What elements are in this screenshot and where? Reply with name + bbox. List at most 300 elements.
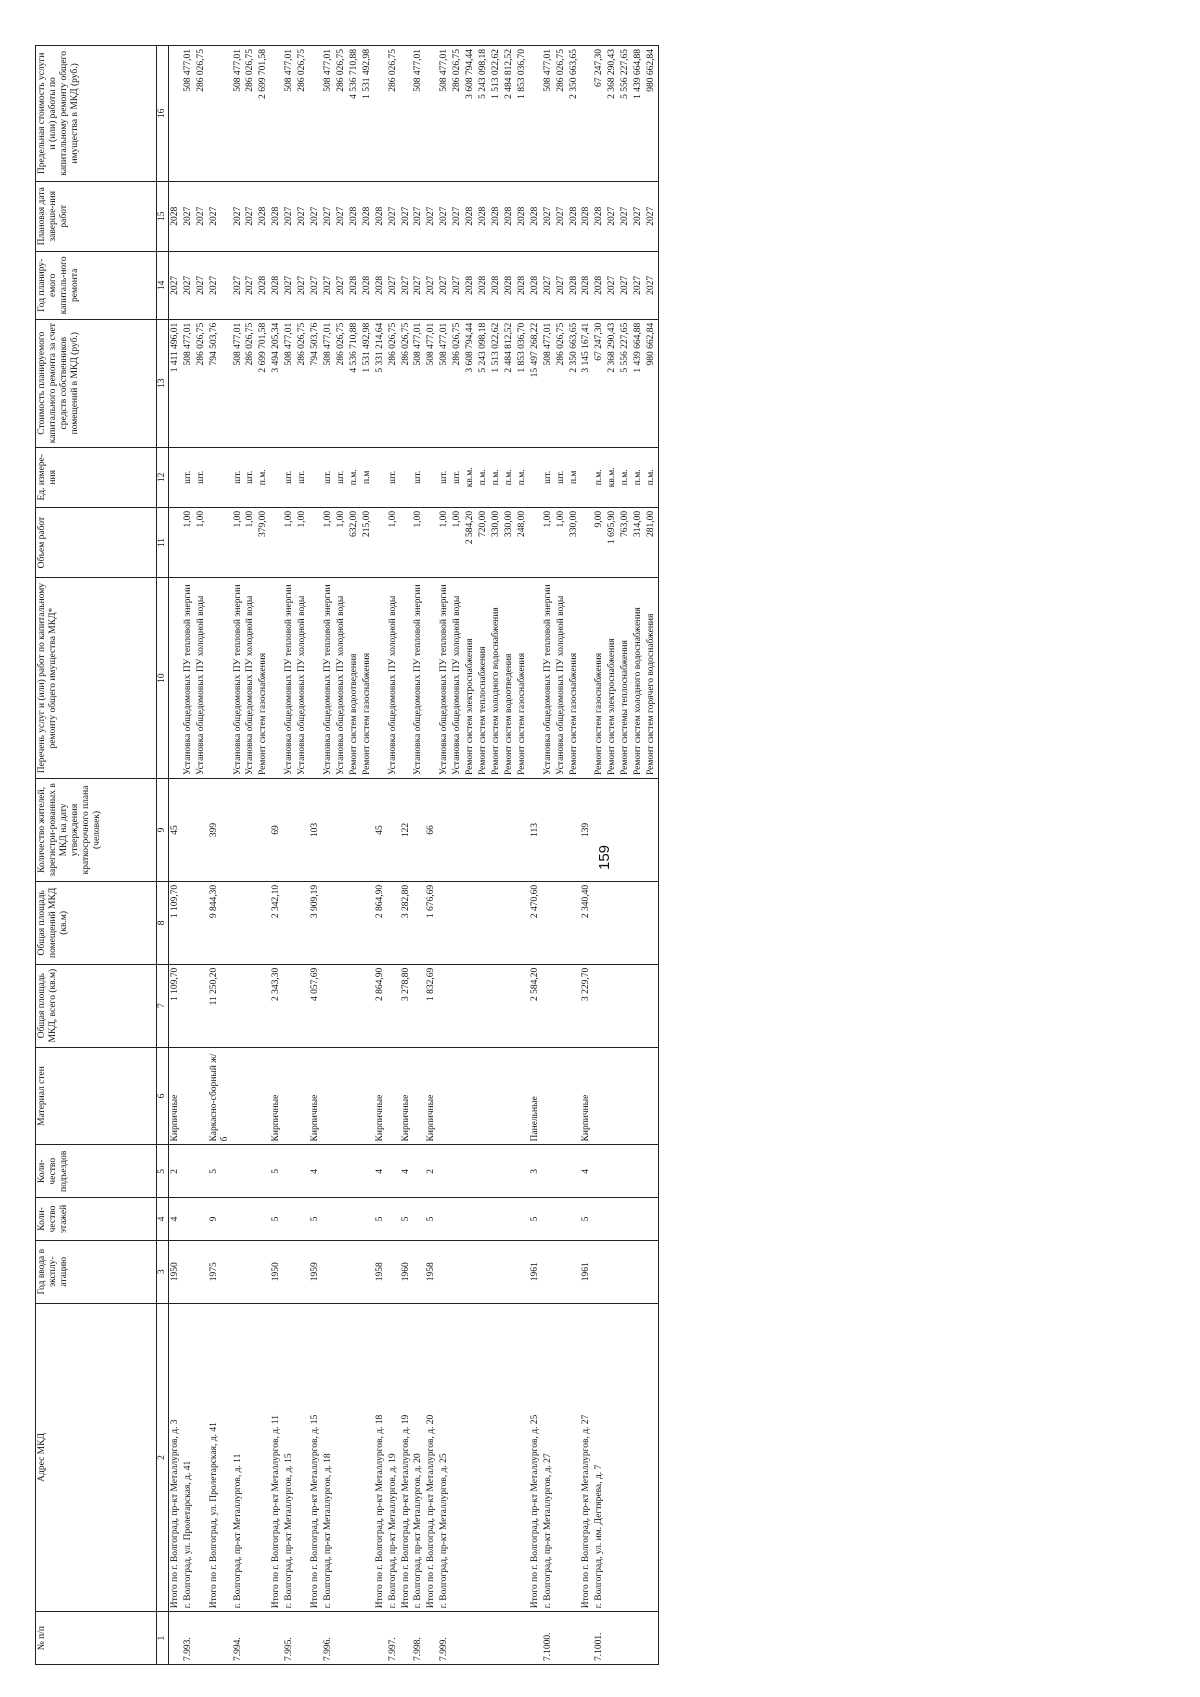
repair-year: 2028	[257, 251, 270, 319]
work-type: Установка общедомовых ПУ тепловой энергии	[182, 578, 195, 779]
completion-date: 2028	[348, 181, 361, 251]
premises-area: 3 282,80	[400, 881, 413, 964]
column-number: 15	[157, 181, 169, 251]
unit	[208, 447, 232, 507]
unit: п.м.	[593, 447, 606, 507]
unit	[309, 447, 322, 507]
work-type: Ремонт систем газоснабжения	[516, 578, 529, 779]
work-type	[580, 578, 593, 779]
entrances	[451, 1145, 464, 1198]
unit: кв.м.	[606, 447, 619, 507]
planned-cost: 2 699 701,58	[257, 319, 270, 447]
residents	[361, 779, 374, 882]
work-type: Ремонт систем холодного водоснабжения	[490, 578, 503, 779]
row-number	[516, 1612, 529, 1665]
table-row	[296, 46, 309, 1665]
table-row	[257, 46, 270, 1665]
work-type: Установка общедомовых ПУ тепловой энергии	[542, 578, 555, 779]
table-row	[244, 46, 257, 1665]
premises-area	[464, 881, 477, 964]
year-built: 1960	[400, 1240, 413, 1303]
column-header: Перечень услуг и (или) работ по капитальному ремонту общего имущества МКД*	[36, 578, 157, 779]
completion-date: 2027	[195, 181, 208, 251]
address	[568, 1303, 581, 1612]
work-type: Ремонт систем водоотведения	[503, 578, 516, 779]
max-cost: 5 556 227,65	[619, 46, 632, 182]
unit: п.м.	[257, 447, 270, 507]
repair-year: 2027	[387, 251, 400, 319]
address	[490, 1303, 503, 1612]
planned-cost: 286 026,75	[387, 319, 400, 447]
entrances	[606, 1145, 619, 1198]
planned-cost: 1 853 036,70	[516, 319, 529, 447]
floors	[438, 1198, 451, 1241]
repair-year: 2027	[182, 251, 195, 319]
completion-date: 2028	[464, 181, 477, 251]
max-cost: 2 350 663,65	[568, 46, 581, 182]
repair-year: 2027	[335, 251, 348, 319]
unit: п.м.	[645, 447, 658, 507]
address: Итого по г. Волгоград, пр-кт Металлургов, д. 27	[580, 1303, 593, 1612]
planned-cost: 508 477,01	[542, 319, 555, 447]
wall-material: Кирпичные	[270, 1047, 283, 1145]
completion-date: 2027	[632, 181, 645, 251]
table-row	[232, 46, 245, 1665]
total-area	[182, 964, 195, 1047]
max-cost: 2 484 812,52	[503, 46, 516, 182]
wall-material	[195, 1047, 208, 1145]
total-area: 1 109,70	[168, 964, 181, 1047]
planned-cost: 1 439 664,88	[632, 319, 645, 447]
wall-material	[296, 1047, 309, 1145]
planned-cost: 2 368 290,43	[606, 319, 619, 447]
unit	[529, 447, 542, 507]
year-built: 1958	[425, 1240, 438, 1303]
planned-cost: 286 026,75	[195, 319, 208, 447]
column-number: 2	[157, 1303, 169, 1612]
work-volume: 1,00	[195, 507, 208, 577]
row-number: 7.998.	[412, 1612, 425, 1665]
entrances	[593, 1145, 606, 1198]
planned-cost: 286 026,75	[335, 319, 348, 447]
completion-date: 2028	[374, 181, 387, 251]
total-area	[361, 964, 374, 1047]
year-built	[568, 1240, 581, 1303]
address	[464, 1303, 477, 1612]
year-built	[244, 1240, 257, 1303]
row-number	[477, 1612, 490, 1665]
unit: шт.	[322, 447, 335, 507]
year-built	[477, 1240, 490, 1303]
table-row	[348, 46, 361, 1665]
max-cost	[270, 46, 283, 182]
completion-date: 2027	[400, 181, 413, 251]
premises-area	[232, 881, 245, 964]
row-number	[374, 1612, 387, 1665]
unit: шт.	[438, 447, 451, 507]
total-area	[195, 964, 208, 1047]
entrances	[619, 1145, 632, 1198]
wall-material	[645, 1047, 658, 1145]
completion-date: 2027	[425, 181, 438, 251]
entrances	[490, 1145, 503, 1198]
completion-date: 2028	[503, 181, 516, 251]
planned-cost: 286 026,75	[555, 319, 568, 447]
work-type: Ремонт систем горячего водоснабжения	[645, 578, 658, 779]
total-area	[348, 964, 361, 1047]
floors	[516, 1198, 529, 1241]
address: Итого по г. Волгоград, пр-кт Металлургов, д. 15	[309, 1303, 322, 1612]
residents	[322, 779, 335, 882]
planned-cost: 980 662,84	[645, 319, 658, 447]
address: г. Волгоград, ул. Пролетарская, д. 41	[182, 1303, 195, 1612]
year-built	[516, 1240, 529, 1303]
work-volume: 1,00	[412, 507, 425, 577]
total-area: 4 057,69	[309, 964, 322, 1047]
premises-area	[361, 881, 374, 964]
residents: 45	[168, 779, 181, 882]
row-number: 7.1000.	[542, 1612, 555, 1665]
address: г. Волгоград, пр-кт Металлургов, д. 11	[232, 1303, 245, 1612]
planned-cost: 5 243 098,18	[477, 319, 490, 447]
year-built	[619, 1240, 632, 1303]
entrances	[322, 1145, 335, 1198]
work-type: Установка общедомовых ПУ холодной воды	[244, 578, 257, 779]
completion-date: 2027	[309, 181, 322, 251]
table-row	[580, 46, 593, 1665]
year-built	[645, 1240, 658, 1303]
work-volume: 248,00	[516, 507, 529, 577]
entrances	[568, 1145, 581, 1198]
address: Итого по г. Волгоград, пр-кт Металлургов, д. 3	[168, 1303, 181, 1612]
max-cost: 4 536 710,88	[348, 46, 361, 182]
floors	[593, 1198, 606, 1241]
completion-date: 2027	[283, 181, 296, 251]
work-type: Ремонт систем теплоснабжения	[477, 578, 490, 779]
table-row	[568, 46, 581, 1665]
planned-cost: 286 026,75	[400, 319, 413, 447]
address	[244, 1303, 257, 1612]
total-area	[593, 964, 606, 1047]
total-area	[412, 964, 425, 1047]
residents: 113	[529, 779, 542, 882]
max-cost	[529, 46, 542, 182]
unit: п.м.	[348, 447, 361, 507]
table-row	[335, 46, 348, 1665]
completion-date: 2028	[490, 181, 503, 251]
wall-material	[555, 1047, 568, 1145]
premises-area	[412, 881, 425, 964]
entrances: 5	[270, 1145, 283, 1198]
total-area	[503, 964, 516, 1047]
repair-year: 2027	[412, 251, 425, 319]
entrances	[232, 1145, 245, 1198]
work-type: Ремонт систем газоснабжения	[257, 578, 270, 779]
row-number	[645, 1612, 658, 1665]
address: Итого по г. Волгоград, пр-кт Металлургов, д. 25	[529, 1303, 542, 1612]
premises-area	[619, 881, 632, 964]
work-volume: 1,00	[283, 507, 296, 577]
floors	[542, 1198, 555, 1241]
wall-material	[606, 1047, 619, 1145]
premises-area: 2 864,90	[374, 881, 387, 964]
completion-date: 2027	[542, 181, 555, 251]
work-volume	[580, 507, 593, 577]
row-number	[503, 1612, 516, 1665]
planned-cost: 794 503,76	[309, 319, 322, 447]
row-number	[619, 1612, 632, 1665]
work-type: Установка общедомовых ПУ тепловой энергии	[438, 578, 451, 779]
unit: шт.	[232, 447, 245, 507]
entrances: 4	[309, 1145, 322, 1198]
unit: шт.	[451, 447, 464, 507]
floors	[257, 1198, 270, 1241]
repair-year: 2028	[374, 251, 387, 319]
max-cost: 286 026,75	[387, 46, 400, 182]
table-row	[208, 46, 232, 1665]
premises-area	[335, 881, 348, 964]
max-cost	[374, 46, 387, 182]
column-number: 10	[157, 578, 169, 779]
unit	[580, 447, 593, 507]
column-number-row	[157, 46, 169, 1665]
column-number: 1	[157, 1612, 169, 1665]
column-header: Ед. измере-ния	[36, 447, 157, 507]
repair-year: 2027	[232, 251, 245, 319]
work-type: Установка общедомовых ПУ тепловой энергии	[322, 578, 335, 779]
premises-area	[257, 881, 270, 964]
table-body	[157, 46, 659, 1665]
year-built: 1975	[208, 1240, 232, 1303]
page-number: 159	[596, 844, 613, 870]
table-row	[490, 46, 503, 1665]
address	[195, 1303, 208, 1612]
floors	[645, 1198, 658, 1241]
residents	[619, 779, 632, 882]
year-built	[335, 1240, 348, 1303]
capital-repair-table	[35, 45, 659, 1665]
max-cost: 508 477,01	[322, 46, 335, 182]
unit: п.м.	[503, 447, 516, 507]
completion-date: 2028	[593, 181, 606, 251]
total-area	[387, 964, 400, 1047]
repair-year: 2028	[568, 251, 581, 319]
entrances: 4	[400, 1145, 413, 1198]
floors	[451, 1198, 464, 1241]
column-header: Объем работ	[36, 507, 157, 577]
completion-date: 2028	[580, 181, 593, 251]
max-cost: 1 853 036,70	[516, 46, 529, 182]
unit: шт.	[387, 447, 400, 507]
planned-cost: 508 477,01	[322, 319, 335, 447]
work-volume: 632,00	[348, 507, 361, 577]
max-cost: 1 439 664,88	[632, 46, 645, 182]
table-row	[387, 46, 400, 1665]
year-built	[555, 1240, 568, 1303]
work-type: Ремонт системы теплоснабжения	[619, 578, 632, 779]
wall-material: Кирпичные	[400, 1047, 413, 1145]
planned-cost: 67 247,30	[593, 319, 606, 447]
floors	[606, 1198, 619, 1241]
table-row	[516, 46, 529, 1665]
planned-cost: 4 536 710,88	[348, 319, 361, 447]
table-row	[451, 46, 464, 1665]
address	[645, 1303, 658, 1612]
address	[477, 1303, 490, 1612]
wall-material	[348, 1047, 361, 1145]
wall-material	[438, 1047, 451, 1145]
address	[296, 1303, 309, 1612]
work-type: Ремонт систем газоснабжения	[593, 578, 606, 779]
entrances: 3	[529, 1145, 542, 1198]
residents	[645, 779, 658, 882]
entrances	[335, 1145, 348, 1198]
residents	[464, 779, 477, 882]
column-number: 14	[157, 251, 169, 319]
work-volume	[400, 507, 413, 577]
table-row	[374, 46, 387, 1665]
year-built	[412, 1240, 425, 1303]
work-volume: 1,00	[451, 507, 464, 577]
table-row	[182, 46, 195, 1665]
premises-area: 2 340,40	[580, 881, 593, 964]
work-type	[529, 578, 542, 779]
planned-cost: 286 026,75	[244, 319, 257, 447]
year-built	[542, 1240, 555, 1303]
address	[348, 1303, 361, 1612]
planned-cost: 286 026,75	[451, 319, 464, 447]
total-area	[568, 964, 581, 1047]
floors	[195, 1198, 208, 1241]
work-type	[400, 578, 413, 779]
address	[516, 1303, 529, 1612]
year-built	[283, 1240, 296, 1303]
work-type: Установка общедомовых ПУ тепловой энергии	[232, 578, 245, 779]
table-row	[322, 46, 335, 1665]
row-number	[425, 1612, 438, 1665]
planned-cost: 508 477,01	[232, 319, 245, 447]
work-volume: 1 695,90	[606, 507, 619, 577]
planned-cost: 508 477,01	[283, 319, 296, 447]
total-area: 2 343,30	[270, 964, 283, 1047]
work-volume: 1,00	[335, 507, 348, 577]
max-cost: 286 026,75	[195, 46, 208, 182]
max-cost: 1 531 492,98	[361, 46, 374, 182]
year-built	[257, 1240, 270, 1303]
work-type: Установка общедомовых ПУ холодной воды	[195, 578, 208, 779]
row-number	[168, 1612, 181, 1665]
max-cost: 286 026,75	[296, 46, 309, 182]
premises-area	[283, 881, 296, 964]
premises-area	[477, 881, 490, 964]
unit	[168, 447, 181, 507]
total-area	[438, 964, 451, 1047]
row-number	[490, 1612, 503, 1665]
unit: шт.	[244, 447, 257, 507]
total-area	[322, 964, 335, 1047]
repair-year: 2027	[645, 251, 658, 319]
premises-area: 9 844,30	[208, 881, 232, 964]
total-area	[244, 964, 257, 1047]
residents	[244, 779, 257, 882]
premises-area	[632, 881, 645, 964]
wall-material: Кирпичные	[309, 1047, 322, 1145]
repair-year: 2028	[503, 251, 516, 319]
entrances: 2	[425, 1145, 438, 1198]
premises-area	[451, 881, 464, 964]
year-built	[451, 1240, 464, 1303]
unit: шт.	[335, 447, 348, 507]
address: г. Волгоград, пр-кт Металлургов, д. 19	[387, 1303, 400, 1612]
column-number: 5	[157, 1145, 169, 1198]
table-row	[464, 46, 477, 1665]
completion-date: 2028	[361, 181, 374, 251]
residents	[568, 779, 581, 882]
wall-material	[283, 1047, 296, 1145]
work-type	[309, 578, 322, 779]
column-number: 11	[157, 507, 169, 577]
floors: 9	[208, 1198, 232, 1241]
max-cost: 508 477,01	[182, 46, 195, 182]
floors	[477, 1198, 490, 1241]
address	[257, 1303, 270, 1612]
repair-year: 2027	[283, 251, 296, 319]
total-area	[555, 964, 568, 1047]
work-type: Установка общедомовых ПУ тепловой энергии	[283, 578, 296, 779]
premises-area	[606, 881, 619, 964]
unit: п.м	[361, 447, 374, 507]
unit: п.м.	[490, 447, 503, 507]
wall-material	[516, 1047, 529, 1145]
planned-cost: 1 531 492,98	[361, 319, 374, 447]
premises-area	[555, 881, 568, 964]
entrances	[412, 1145, 425, 1198]
work-type	[168, 578, 181, 779]
total-area	[516, 964, 529, 1047]
address	[555, 1303, 568, 1612]
floors	[283, 1198, 296, 1241]
repair-year: 2027	[542, 251, 555, 319]
floors	[348, 1198, 361, 1241]
floors: 4	[168, 1198, 181, 1241]
row-number	[580, 1612, 593, 1665]
address: г. Волгоград, пр-кт Металлургов, д. 20	[412, 1303, 425, 1612]
address: Итого по г. Волгоград, пр-кт Металлургов, д. 18	[374, 1303, 387, 1612]
year-built	[593, 1240, 606, 1303]
completion-date: 2027	[645, 181, 658, 251]
address: г. Волгоград, пр-кт Металлургов, д. 15	[283, 1303, 296, 1612]
column-header: № п/п	[36, 1612, 157, 1665]
total-area	[283, 964, 296, 1047]
total-area: 2 584,20	[529, 964, 542, 1047]
column-number: 13	[157, 319, 169, 447]
entrances: 5	[208, 1145, 232, 1198]
completion-date: 2027	[412, 181, 425, 251]
premises-area: 3 909,19	[309, 881, 322, 964]
wall-material	[244, 1047, 257, 1145]
address: Итого по г. Волгоград, пр-кт Металлургов, д. 11	[270, 1303, 283, 1612]
column-header: Общая площадь МКД, всего (кв.м)	[36, 964, 157, 1047]
unit: п.м.	[477, 447, 490, 507]
year-built	[322, 1240, 335, 1303]
row-number	[361, 1612, 374, 1665]
row-number	[606, 1612, 619, 1665]
max-cost: 5 243 098,18	[477, 46, 490, 182]
repair-year: 2027	[606, 251, 619, 319]
year-built	[438, 1240, 451, 1303]
residents	[593, 779, 606, 882]
column-header: Предельная стоимость услуги и (или) работы по капитальному ремонту общего имущества в МКД (руб.)	[36, 46, 157, 182]
